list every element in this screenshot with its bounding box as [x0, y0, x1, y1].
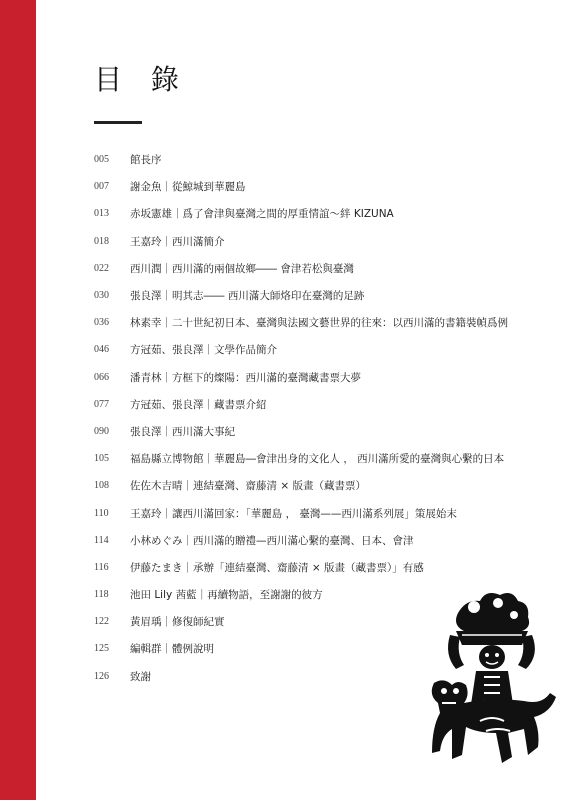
- toc-entry: [94, 336, 564, 363]
- toc-entry-text: 謝金魚｜從鯨城到華麗島: [130, 181, 246, 194]
- toc-entry: [94, 255, 564, 282]
- toc-entry-text: 伊藤たまき｜承辦「連結臺灣、齋藤清 × 版畫（藏書票）」有感: [130, 561, 424, 574]
- title-underline: [94, 121, 142, 124]
- toc-entry-text: 編輯群｜體例說明: [130, 643, 214, 656]
- toc-page-number: 036: [94, 317, 109, 329]
- toc-page-number: 013: [94, 208, 109, 220]
- toc-page-number: 030: [94, 290, 109, 302]
- toc-entry-text: 佐佐木吉晴｜連結臺灣、齋藤清 × 版畫（藏書票）: [130, 480, 366, 493]
- toc-page-number: 125: [94, 643, 109, 655]
- toc-entry-text: 張良澤｜西川滿大事紀: [130, 425, 235, 438]
- toc-page-number: 108: [94, 480, 109, 492]
- toc-page-number: 105: [94, 453, 109, 465]
- toc-entry-text: 赤坂憲雄｜爲了會津與臺灣之間的厚重情誼～絆 KIZUNA: [130, 208, 394, 221]
- toc-entry: [94, 418, 564, 445]
- red-side-band: [0, 0, 36, 800]
- toc-page-number: 114: [94, 534, 109, 546]
- toc-entry-text: 潘青林｜方框下的燦陽：西川滿的臺灣藏書票大夢: [130, 371, 361, 384]
- toc-entry-text: 黃眉瑀｜修復師紀實: [130, 616, 225, 629]
- toc-page-number: 018: [94, 235, 109, 247]
- toc-entry-text: 王嘉玲｜讓西川滿回家：「華麗島 ， 臺灣——西川滿系列展」策展始末: [130, 507, 457, 520]
- toc-entry-text: 館長序: [130, 154, 162, 167]
- toc-entry-text: 方冠茹、張良澤｜文學作品簡介: [130, 344, 277, 357]
- toc-page-number: 046: [94, 344, 109, 356]
- toc-page-number: 090: [94, 425, 109, 437]
- toc-entry: [94, 228, 564, 255]
- toc-entry-text: 林素幸｜二十世紀初日本、臺灣與法國文藝世界的往來：以西川滿的書籍裝幀爲例: [130, 317, 508, 330]
- toc-page-number: 007: [94, 181, 109, 193]
- toc-entry: [94, 527, 564, 554]
- toc-page-number: 022: [94, 262, 109, 274]
- toc-entry-text: 方冠茹、張良澤｜藏書票介紹: [130, 398, 267, 411]
- toc-entry-text: 致謝: [130, 670, 151, 683]
- toc-entry: [94, 146, 564, 173]
- toc-entry: [94, 309, 564, 336]
- toc-entry: [94, 200, 564, 227]
- woodcut-figure-illustration: [420, 585, 560, 785]
- toc-entry: [94, 472, 564, 499]
- toc-entry: [94, 173, 564, 200]
- toc-entry: [94, 364, 564, 391]
- toc-entry: [94, 445, 564, 472]
- toc-page-number: 118: [94, 589, 109, 601]
- toc-page-number: 066: [94, 371, 109, 383]
- toc-page-number: 110: [94, 507, 109, 519]
- toc-entry-text: 西川潤｜西川滿的兩個故鄉―― 會津若松與臺灣: [130, 262, 354, 275]
- toc-page-number: 077: [94, 398, 109, 410]
- toc-page-number: 116: [94, 561, 109, 573]
- toc-entry: [94, 554, 564, 581]
- toc-entry: [94, 391, 564, 418]
- toc-entry: [94, 499, 564, 526]
- toc-entry-text: 張良澤｜明其志―― 西川滿大師烙印在臺灣的足跡: [130, 290, 365, 303]
- toc-entry: [94, 282, 564, 309]
- toc-page-number: 122: [94, 616, 109, 628]
- toc-entry-text: 王嘉玲｜西川滿簡介: [130, 235, 225, 248]
- toc-entry-text: 小林めぐみ｜西川滿的贈禮—西川滿心繫的臺灣、日本、會津: [130, 534, 414, 547]
- toc-page-number: 126: [94, 670, 109, 682]
- page-title: 目 錄: [94, 63, 189, 96]
- toc-entry-text: 福島縣立博物館｜華麗島―會津出身的文化人 ， 西川滿所愛的臺灣與心繫的日本: [130, 453, 505, 466]
- toc-page-number: 005: [94, 154, 109, 166]
- toc-entry-text: 池田 Lily 茜藍｜再續物語，至謝謝的彼方: [130, 589, 323, 602]
